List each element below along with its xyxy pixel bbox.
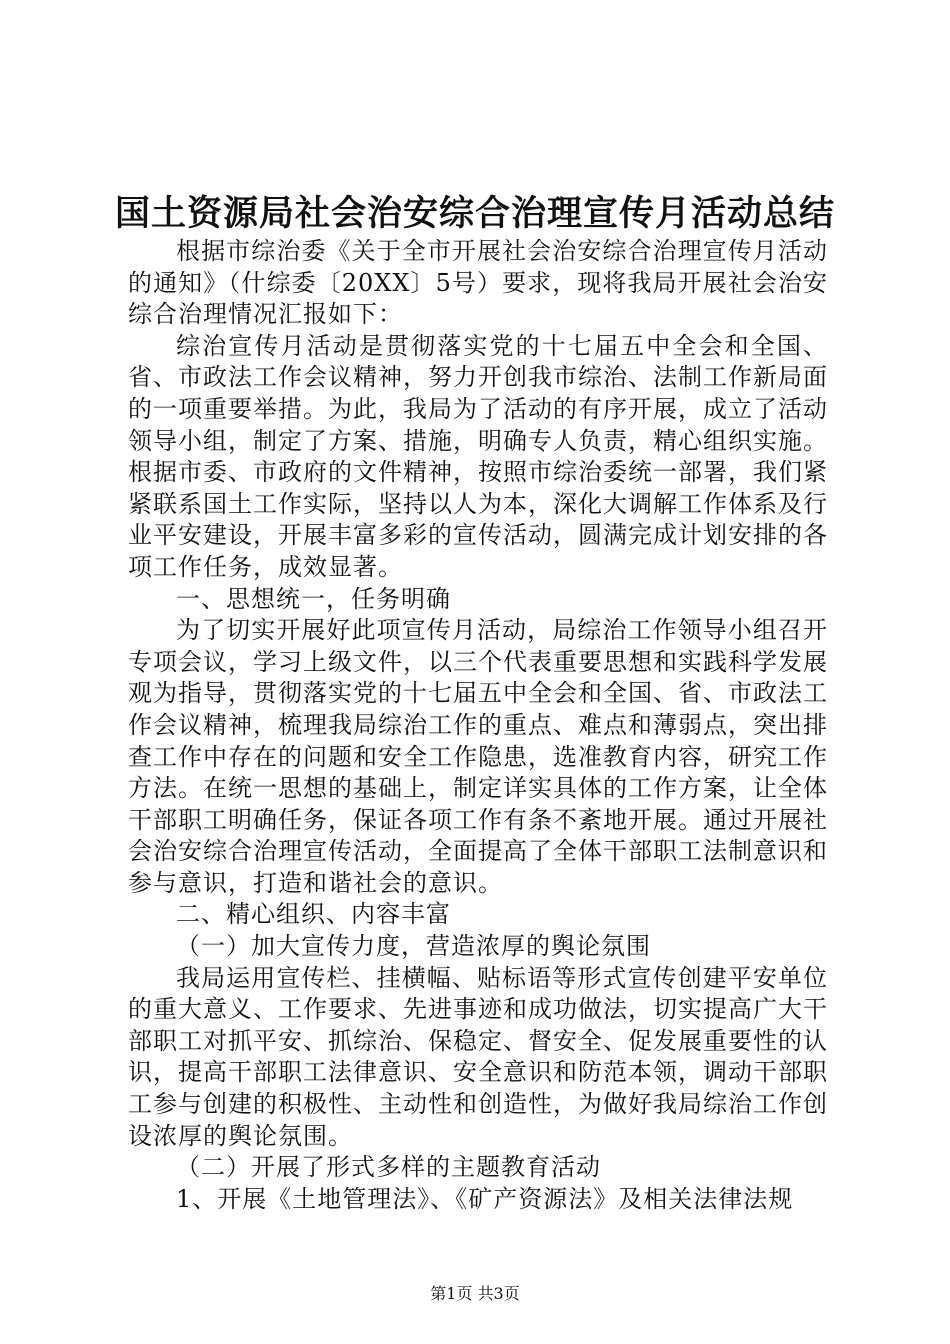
document-body	[128, 236, 828, 1215]
paragraph-section-1: 为了切实开展好此项宣传月活动，局综治工作领导小组召开专项会议，学习上级文件，以三个代表重要思想和实践科学发展观为指导，贯彻落实党的十七届五中全会和全国、省、市政法工作会议精神，梳理我局综治工作的重点、难点和薄弱点，突出排查工作中存在的问题和安全工作隐患，选准教育内容，研究工作方法。在统一思想的基础上，制定详实具体的工作方案，让全体干部职工明确任务，保证各项工作有条不紊地开展。通过开展社会治安综合治理宣传活动，全面提高了全体干部职工法制意识和参与意识，打造和谐社会的意识。	[128, 616, 828, 897]
document-title: 国土资源局社会治安综合治理宣传月活动总结	[114, 193, 835, 234]
page-footer: 第1页 共3页	[430, 1284, 520, 1303]
section-heading-1: 一、思想统一，任务明确	[176, 584, 451, 613]
paragraph-subsection-1: 我局运用宣传栏、挂横幅、贴标语等形式宣传创建平安单位的重大意义、工作要求、先进事迹和成功做法，切实提高广大干部职工对抓平安、抓综治、保稳定、督安全、促发展重要性的认识，提高干部职工法律意识、安全意识和防范本领，调动干部职工参与创建的积极性、主动性和创造性，为做好我局综治工作创设浓厚的舆论氛围。	[128, 963, 828, 1150]
section-heading-2: 二、精心组织、内容丰富	[176, 900, 451, 929]
subsection-heading-2: （二）开展了形式多样的主题教育活动	[176, 1153, 601, 1182]
paragraph-item-1: 1、开展《土地管理法》、《矿产资源法》及相关法律法规	[176, 1184, 794, 1213]
subsection-heading-1: （一）加大宣传力度，营造浓厚的舆论氛围	[176, 932, 651, 961]
paragraph-overview: 综治宣传月活动是贯彻落实党的十七届五中全会和全国、省、市政法工作会议精神，努力开创我市综治、法制工作新局面的一项重要举措。为此，我局为了活动的有序开展，成立了活动领导小组，制定了方案、措施，明确专人负责，精心组织实施。根据市委、市政府的文件精神，按照市综治委统一部署，我们紧紧联系国土工作实际，坚持以人为本，深化大调解工作体系及行业平安建设，开展丰富多彩的宣传活动，圆满完成计划安排的各项工作任务，成效显著。	[128, 331, 828, 581]
paragraph-intro: 根据市综治委《关于全市开展社会治安综合治理宣传月活动的通知》（什综委〔20XX〕5号）要求，现将我局开展社会治安综合治理情况汇报如下：	[128, 237, 828, 329]
